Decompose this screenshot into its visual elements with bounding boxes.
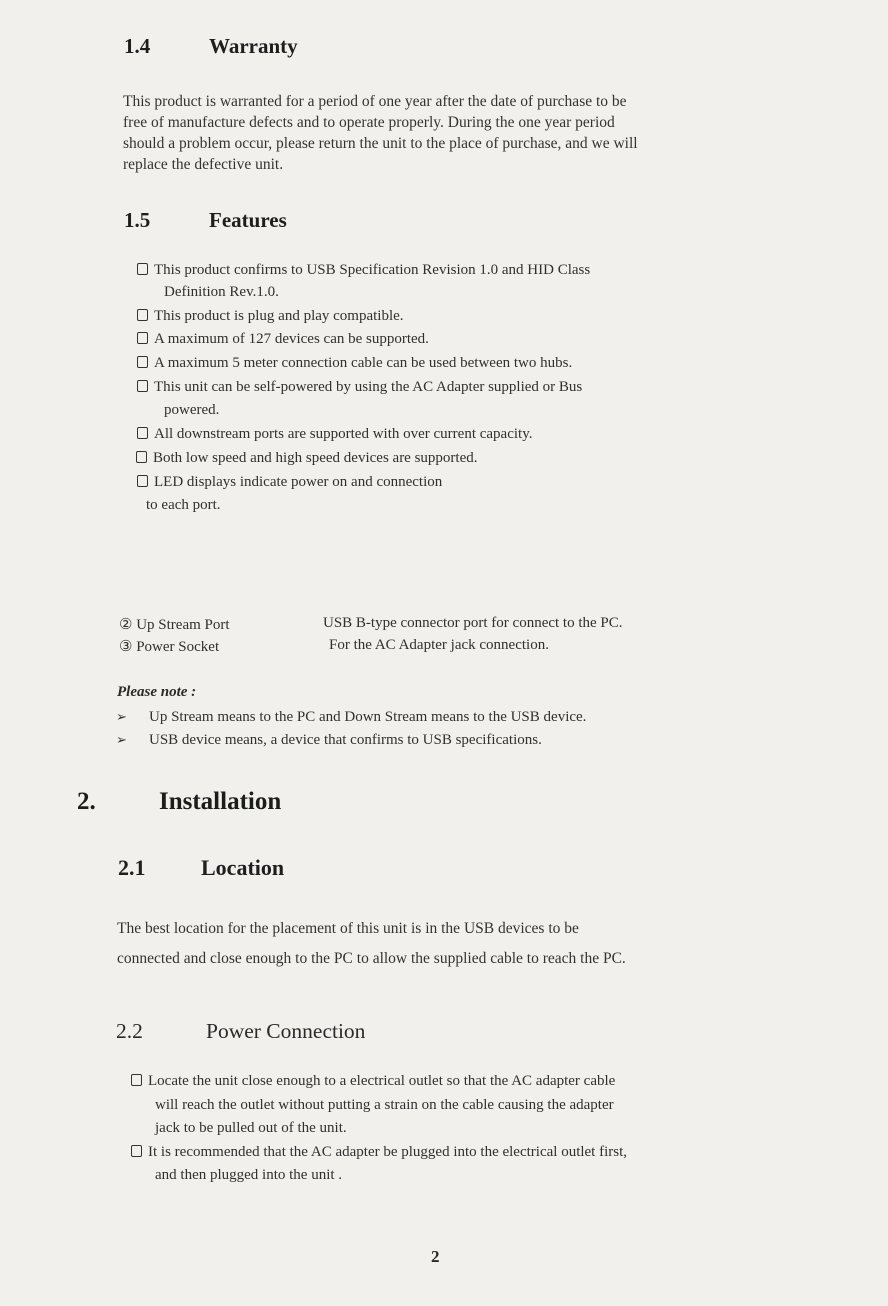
checkbox-bullet-icon: [137, 332, 148, 344]
power-item-continuation: jack to be pulled out of the unit.: [155, 1120, 347, 1136]
checkbox-bullet-icon: [137, 475, 148, 487]
feature-text: A maximum of 127 devices can be supported.: [154, 331, 429, 347]
section-2-2-number: 2.2: [116, 1019, 143, 1043]
feature-text: This unit can be self-powered by using the AC Adapter supplied or Bus: [154, 379, 583, 395]
page-number: 2: [431, 1247, 440, 1266]
feature-item-continuation: Definition Rev.1.0.: [164, 284, 279, 300]
power-item-continuation: will reach the outlet without putting a strain on the cable causing the adapter: [155, 1097, 614, 1113]
location-line: connected and close enough to the PC to allow the supplied cable to reach the PC.: [117, 950, 626, 967]
section-2-title: Installation: [159, 788, 282, 815]
checkbox-bullet-icon: [136, 451, 147, 463]
section-2-1-number: 2.1: [118, 855, 146, 880]
section-1-4-title: Warranty: [209, 34, 298, 58]
note-text: Up Stream means to the PC and Down Stream means to the USB device.: [149, 709, 587, 725]
power-text: Locate the unit close enough to a electrical outlet so that the AC adapter cable: [148, 1073, 616, 1089]
arrow-bullet-icon: ➢: [116, 709, 127, 724]
feature-item: [137, 474, 442, 491]
port-row: [119, 615, 230, 634]
feature-text: This product confirms to USB Specification Revision 1.0 and HID Class: [154, 262, 591, 278]
port-desc: USB B-type connector port for connect to the PC.: [323, 615, 623, 631]
feature-text: All downstream ports are supported with over current capacity.: [154, 426, 533, 442]
warranty-line: should a problem occur, please return the unit to the place of purchase, and we will: [123, 135, 638, 152]
power-item-continuation: and then plugged into the unit .: [155, 1167, 343, 1183]
port-marker: ②: [119, 617, 133, 633]
power-item: [131, 1073, 615, 1090]
port-name: Power Socket: [136, 639, 220, 655]
feature-item-continuation: powered.: [164, 402, 220, 418]
feature-text: This product is plug and play compatible.: [154, 308, 404, 324]
warranty-line: free of manufacture defects and to operate properly. During the one year period: [123, 114, 615, 131]
location-line: The best location for the placement of this unit is in the USB devices to be: [117, 920, 579, 937]
port-name: Up Stream Port: [136, 617, 230, 633]
power-item: [131, 1144, 627, 1161]
feature-item: [137, 331, 429, 348]
checkbox-bullet-icon: [137, 380, 148, 392]
section-2-number: 2.: [77, 788, 96, 815]
feature-item: [136, 450, 478, 467]
checkbox-bullet-icon: [137, 263, 148, 275]
feature-item-continuation: to each port.: [146, 497, 221, 513]
section-1-5-number: 1.5: [124, 208, 151, 232]
feature-item: [137, 308, 404, 325]
warranty-line: replace the defective unit.: [123, 156, 284, 173]
port-desc: For the AC Adapter jack connection.: [329, 637, 549, 653]
checkbox-bullet-icon: [137, 427, 148, 439]
section-1-4-number: 1.4: [124, 34, 151, 58]
section-2-1-title: Location: [201, 855, 285, 880]
note-title: Please note :: [117, 684, 197, 700]
checkbox-bullet-icon: [131, 1145, 142, 1157]
feature-text: A maximum 5 meter connection cable can be used between two hubs.: [154, 355, 573, 371]
feature-item: [137, 379, 582, 396]
section-1-5-title: Features: [209, 208, 287, 232]
checkbox-bullet-icon: [131, 1074, 142, 1086]
port-row: [119, 637, 219, 656]
feature-item: [137, 355, 572, 372]
note-item: [116, 732, 127, 749]
note-item: [116, 709, 127, 726]
checkbox-bullet-icon: [137, 356, 148, 368]
port-marker: ③: [119, 639, 133, 655]
feature-item: [137, 262, 590, 279]
power-text: It is recommended that the AC adapter be plugged into the electrical outlet first,: [148, 1144, 628, 1160]
feature-text: Both low speed and high speed devices are supported.: [153, 450, 478, 466]
warranty-line: This product is warranted for a period of one year after the date of purchase to be: [123, 93, 627, 110]
checkbox-bullet-icon: [137, 309, 148, 321]
section-2-2-title: Power Connection: [206, 1019, 366, 1043]
note-text: USB device means, a device that confirms to USB specifications.: [149, 732, 542, 748]
arrow-bullet-icon: ➢: [116, 732, 127, 747]
feature-text: LED displays indicate power on and connection: [154, 474, 443, 490]
feature-item: [137, 426, 533, 443]
